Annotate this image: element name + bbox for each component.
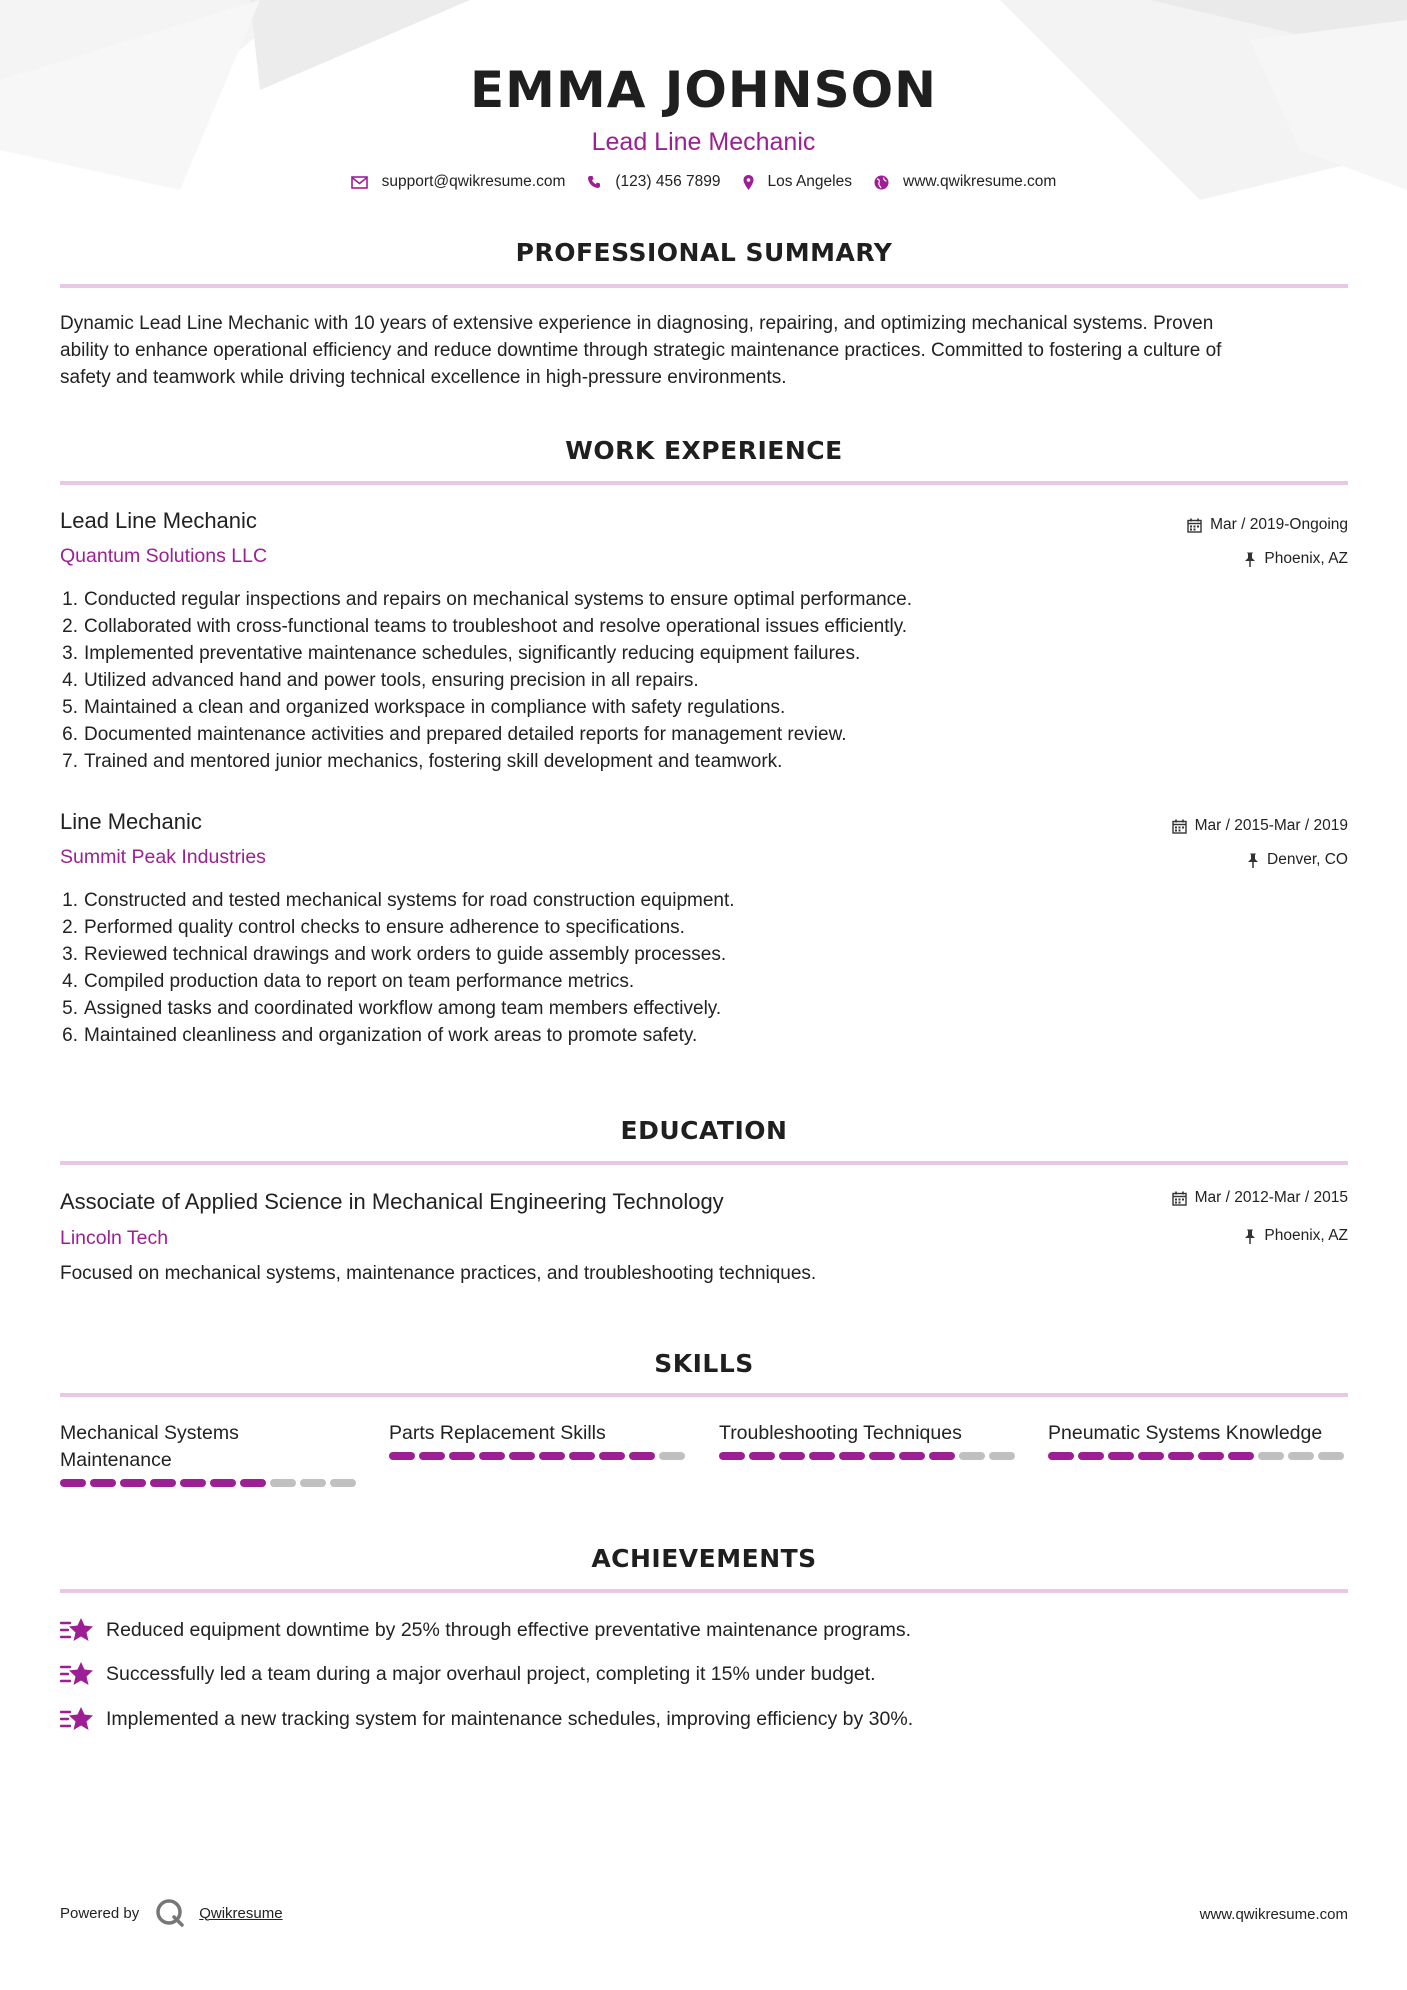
summary-text xyxy=(60,310,1350,391)
summary-line: ability to enhance operational efficiency and reduce downtime through strategic maintenance practices. Committed to fostering a culture of xyxy=(60,340,1222,361)
bullet-text: Assigned tasks and coordinated workflow among team members effectively. xyxy=(84,998,722,1019)
bullet-text: Maintained a clean and organized workspace in compliance with safety regulations. xyxy=(84,697,786,718)
job-location-text: Phoenix, AZ xyxy=(1264,550,1348,567)
job-dates xyxy=(1187,516,1348,534)
list-item: 4. Compiled production data to report on team performance metrics. xyxy=(52,968,1252,995)
list-item: 6. Documented maintenance activities and prepared detailed reports for management review. xyxy=(52,721,1252,748)
skill-segment-empty xyxy=(270,1479,296,1487)
qwikresume-logo-icon xyxy=(155,1898,185,1928)
skill-segment-filled xyxy=(120,1479,146,1487)
bullet-text: Conducted regular inspections and repairs on mechanical systems to ensure optimal performance. xyxy=(84,589,912,610)
calendar-icon xyxy=(1172,819,1187,834)
skill-name-line: Parts Replacement Skills xyxy=(389,1422,606,1444)
section-title-achievements: ACHIEVEMENTS xyxy=(591,1544,817,1573)
list-item: 4. Utilized advanced hand and power tools, ensuring precision in all repairs. xyxy=(52,667,1252,694)
skill-name xyxy=(389,1420,689,1447)
skill-segment-empty xyxy=(1288,1452,1314,1460)
achievement-text: Reduced equipment downtime by 25% through effective preventative maintenance programs. xyxy=(106,1618,912,1641)
bullet-text: Utilized advanced hand and power tools, ensuring precision in all repairs. xyxy=(84,670,699,691)
section-title-summary: PROFESSIONAL SUMMARY xyxy=(515,238,893,267)
skill-segment-filled xyxy=(479,1452,505,1460)
list-item: 1. Conducted regular inspections and repairs on mechanical systems to ensure optimal performance. xyxy=(52,586,1252,613)
resume-header xyxy=(0,55,1407,191)
skill-segment-filled xyxy=(1198,1452,1224,1460)
section-divider xyxy=(60,1393,1348,1397)
bullet-text: Reviewed technical drawings and work orders to guide assembly processes. xyxy=(84,944,727,965)
skill-segment-filled xyxy=(240,1479,266,1487)
job-location xyxy=(1244,550,1348,568)
contact-email-text: support@qwikresume.com xyxy=(381,173,566,190)
skill-name-line: Mechanical Systems xyxy=(60,1422,239,1444)
list-item: 6. Maintained cleanliness and organization of work areas to promote safety. xyxy=(52,1022,1252,1049)
skill-segment-filled xyxy=(1228,1452,1254,1460)
list-item: 3. Implemented preventative maintenance schedules, significantly reducing equipment failures. xyxy=(52,640,1252,667)
footer-powered-by xyxy=(60,1898,283,1928)
skill-name-line: Pneumatic Systems Knowledge xyxy=(1048,1422,1323,1444)
skill-segment-filled xyxy=(389,1452,415,1460)
skill-segment-filled xyxy=(449,1452,475,1460)
skill-segment-filled xyxy=(839,1452,865,1460)
skill-segment-filled xyxy=(749,1452,775,1460)
bullet-text: Implemented preventative maintenance schedules, significantly reducing equipment failures. xyxy=(84,643,861,664)
contact-phone-text: (123) 456 7899 xyxy=(615,173,721,190)
phone-icon xyxy=(587,175,601,189)
school-name: Lincoln Tech xyxy=(60,1227,169,1249)
skill-segment-filled xyxy=(419,1452,445,1460)
bullet-text: Trained and mentored junior mechanics, fostering skill development and teamwork. xyxy=(84,751,783,772)
skill-segment-filled xyxy=(60,1479,86,1487)
contact-website-text: www.qwikresume.com xyxy=(903,173,1057,190)
skill-segment-filled xyxy=(1108,1452,1134,1460)
skill-segment-empty xyxy=(1258,1452,1284,1460)
education-dates-text: Mar / 2012-Mar / 2015 xyxy=(1194,1189,1348,1206)
pushpin-icon xyxy=(1244,552,1256,567)
summary-line: safety and teamwork while driving technical excellence in high-pressure environments. xyxy=(60,367,787,388)
contact-bar xyxy=(0,173,1407,191)
contact-location xyxy=(743,173,852,191)
shooting-star-icon xyxy=(60,1661,94,1687)
bullet-text: Documented maintenance activities and prepared detailed reports for management review. xyxy=(84,724,847,745)
skill-segment-filled xyxy=(180,1479,206,1487)
bullet-text: Compiled production data to report on team performance metrics. xyxy=(84,971,635,992)
degree-title: Associate of Applied Science in Mechanical Engineering Technology xyxy=(60,1189,724,1214)
skill-segment-filled xyxy=(869,1452,895,1460)
list-item: 1. Constructed and tested mechanical systems for road construction equipment. xyxy=(52,887,1252,914)
section-title-experience: WORK EXPERIENCE xyxy=(565,436,843,465)
calendar-icon xyxy=(1172,1191,1187,1206)
list-item: 3. Reviewed technical drawings and work orders to guide assembly processes. xyxy=(52,941,1252,968)
skill-segment-filled xyxy=(809,1452,835,1460)
job-dates xyxy=(1172,817,1348,835)
skill-segment-filled xyxy=(1048,1452,1074,1460)
pushpin-icon xyxy=(1247,853,1259,868)
section-divider xyxy=(60,1589,1348,1593)
bullet-text: Constructed and tested mechanical systems for road construction equipment. xyxy=(84,890,735,911)
skill-segment-filled xyxy=(1168,1452,1194,1460)
qwikresume-link[interactable]: Qwikresume xyxy=(199,1904,283,1922)
skill-segment-filled xyxy=(539,1452,565,1460)
contact-email[interactable] xyxy=(351,173,566,191)
contact-location-text: Los Angeles xyxy=(767,173,852,190)
skill-segment-empty xyxy=(989,1452,1015,1460)
list-item: 2. Performed quality control checks to ensure adherence to specifications. xyxy=(52,914,1252,941)
skill-segment-filled xyxy=(779,1452,805,1460)
skill-rating-bar xyxy=(1048,1452,1348,1460)
skill-name xyxy=(719,1420,1019,1447)
job-bullets xyxy=(52,586,1252,775)
bullet-text: Collaborated with cross-functional teams to troubleshoot and resolve operational issues efficiently. xyxy=(84,616,908,637)
skill-segment-empty xyxy=(959,1452,985,1460)
skill-segment-filled xyxy=(719,1452,745,1460)
skill-name xyxy=(1048,1420,1348,1447)
list-item: 5. Maintained a clean and organized workspace in compliance with safety regulations. xyxy=(52,694,1252,721)
skill-name-line: Maintenance xyxy=(60,1449,172,1471)
section-title-skills: SKILLS xyxy=(654,1349,754,1378)
achievement-item xyxy=(60,1617,911,1643)
job-location-text: Denver, CO xyxy=(1267,851,1348,868)
skill-segment-empty xyxy=(659,1452,685,1460)
skill-segment-filled xyxy=(1078,1452,1104,1460)
skill-item xyxy=(60,1420,360,1487)
skill-segment-empty xyxy=(300,1479,326,1487)
calendar-icon xyxy=(1187,518,1202,533)
skill-segment-filled xyxy=(150,1479,176,1487)
contact-phone[interactable] xyxy=(587,173,720,191)
skill-segment-filled xyxy=(929,1452,955,1460)
footer-website[interactable]: www.qwikresume.com xyxy=(1199,1906,1348,1923)
skill-rating-bar xyxy=(389,1452,689,1460)
summary-line: Dynamic Lead Line Mechanic with 10 years of extensive experience in diagnosing, repairing, and optimizing mechanical systems. Proven xyxy=(60,313,1214,334)
job-dates-text: Mar / 2015-Mar / 2019 xyxy=(1194,817,1348,834)
section-divider xyxy=(60,481,1348,485)
achievement-text: Successfully led a team during a major overhaul project, completing it 15% under budget. xyxy=(106,1662,876,1685)
section-divider xyxy=(60,284,1348,288)
shooting-star-icon xyxy=(60,1617,94,1643)
skill-segment-empty xyxy=(1318,1452,1344,1460)
skill-item xyxy=(719,1420,1019,1460)
skill-item xyxy=(389,1420,689,1460)
skill-rating-bar xyxy=(719,1452,1019,1460)
list-item: 2. Collaborated with cross-functional teams to troubleshoot and resolve operational issues efficiently. xyxy=(52,613,1252,640)
job-bullets xyxy=(52,887,1252,1049)
powered-by-label: Powered by xyxy=(60,1904,140,1922)
bullet-text: Maintained cleanliness and organization of work areas to promote safety. xyxy=(84,1025,698,1046)
job-location xyxy=(1247,851,1348,869)
shooting-star-icon xyxy=(60,1706,94,1732)
education-description: Focused on mechanical systems, maintenance practices, and troubleshooting techniques. xyxy=(60,1263,817,1284)
achievement-item xyxy=(60,1706,913,1732)
map-pin-icon xyxy=(743,175,754,190)
pushpin-icon xyxy=(1244,1229,1256,1244)
job-dates-text: Mar / 2019-Ongoing xyxy=(1210,516,1348,533)
skill-segment-filled xyxy=(210,1479,236,1487)
education-location-text: Phoenix, AZ xyxy=(1264,1227,1348,1244)
skill-name xyxy=(60,1420,360,1474)
job-title: Lead Line Mechanic xyxy=(60,508,257,533)
skill-segment-empty xyxy=(330,1479,356,1487)
job-title: Line Mechanic xyxy=(60,809,202,834)
education-dates xyxy=(1172,1189,1348,1207)
skill-segment-filled xyxy=(629,1452,655,1460)
skill-item xyxy=(1048,1420,1348,1460)
skill-segment-filled xyxy=(899,1452,925,1460)
skill-segment-filled xyxy=(599,1452,625,1460)
bullet-text: Performed quality control checks to ensure adherence to specifications. xyxy=(84,917,685,938)
skill-segment-filled xyxy=(1138,1452,1164,1460)
company-name: Quantum Solutions LLC xyxy=(60,545,268,567)
achievement-text: Implemented a new tracking system for maintenance schedules, improving efficiency by 30%. xyxy=(106,1707,914,1730)
skill-rating-bar xyxy=(60,1479,360,1487)
list-item: 7. Trained and mentored junior mechanics, fostering skill development and teamwork. xyxy=(52,748,1252,775)
section-divider xyxy=(60,1161,1348,1165)
skill-segment-filled xyxy=(509,1452,535,1460)
envelope-icon xyxy=(351,176,368,189)
skill-segment-filled xyxy=(90,1479,116,1487)
education-location xyxy=(1244,1227,1348,1245)
candidate-role: Lead Line Mechanic xyxy=(591,128,816,156)
candidate-name: EMMA JOHNSON xyxy=(470,61,937,119)
globe-icon xyxy=(874,175,889,190)
contact-website[interactable] xyxy=(874,173,1056,191)
list-item: 5. Assigned tasks and coordinated workflow among team members effectively. xyxy=(52,995,1252,1022)
company-name: Summit Peak Industries xyxy=(60,846,266,868)
section-title-education: EDUCATION xyxy=(620,1116,788,1145)
skill-name-line: Troubleshooting Techniques xyxy=(719,1422,962,1444)
skill-segment-filled xyxy=(569,1452,595,1460)
achievement-item xyxy=(60,1661,876,1687)
